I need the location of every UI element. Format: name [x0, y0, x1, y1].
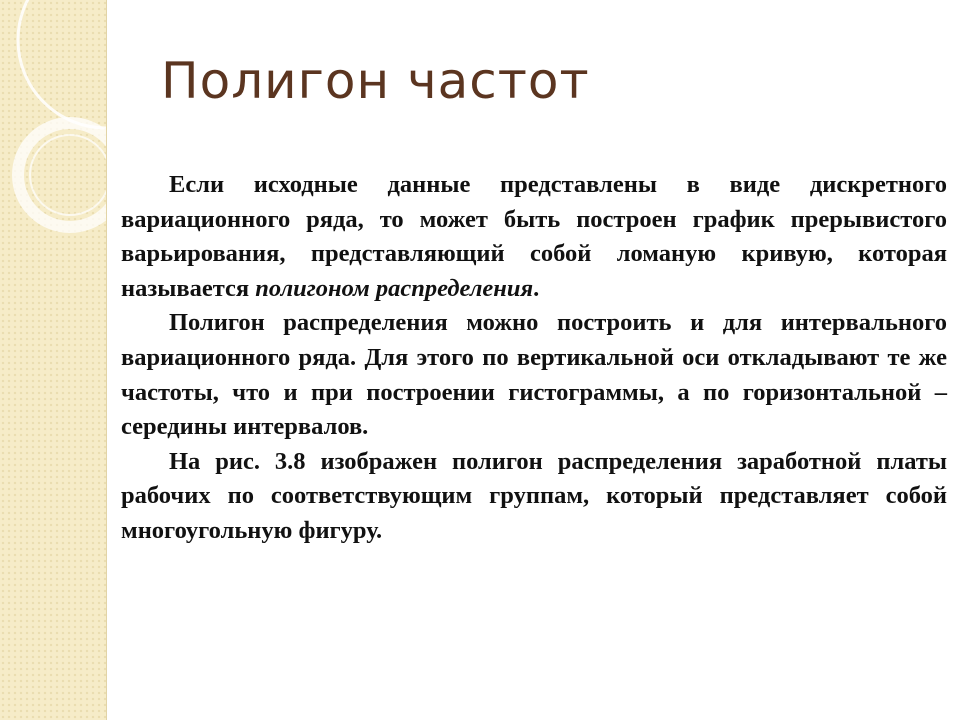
decorative-side-strip: [0, 0, 107, 720]
decorative-circle: [18, 0, 106, 128]
slide-title: Полигон частот: [161, 52, 590, 110]
decorative-ring: [18, 123, 106, 227]
paragraph-1-tail: .: [533, 274, 540, 302]
paragraph-1: [121, 168, 947, 306]
decorative-ring-inner: [30, 135, 106, 215]
emphasis-term: полигоном распределения: [255, 274, 534, 302]
decorative-circles: [0, 0, 106, 720]
paragraph-2: Полигон распределения можно построить и для интервального вариационного ряда. Для этого по вертикальной оси откладывают те же частоты, что и при построении гистограммы, а по горизонтальной – середины интервалов.: [121, 309, 947, 441]
paragraph-3: На рис. 3.8 изображен полигон распределения заработной платы рабочих по соответствующим группам, который представляет собой многоугольную фигуру.: [121, 447, 947, 544]
paragraph-1-text: Если исходные данные представлены в виде дискретного вариационного ряда, то может быть построен график прерывистого варьирования, представляющий собой ломаную кривую, которая называется: [121, 171, 947, 302]
slide-body: [121, 168, 947, 549]
